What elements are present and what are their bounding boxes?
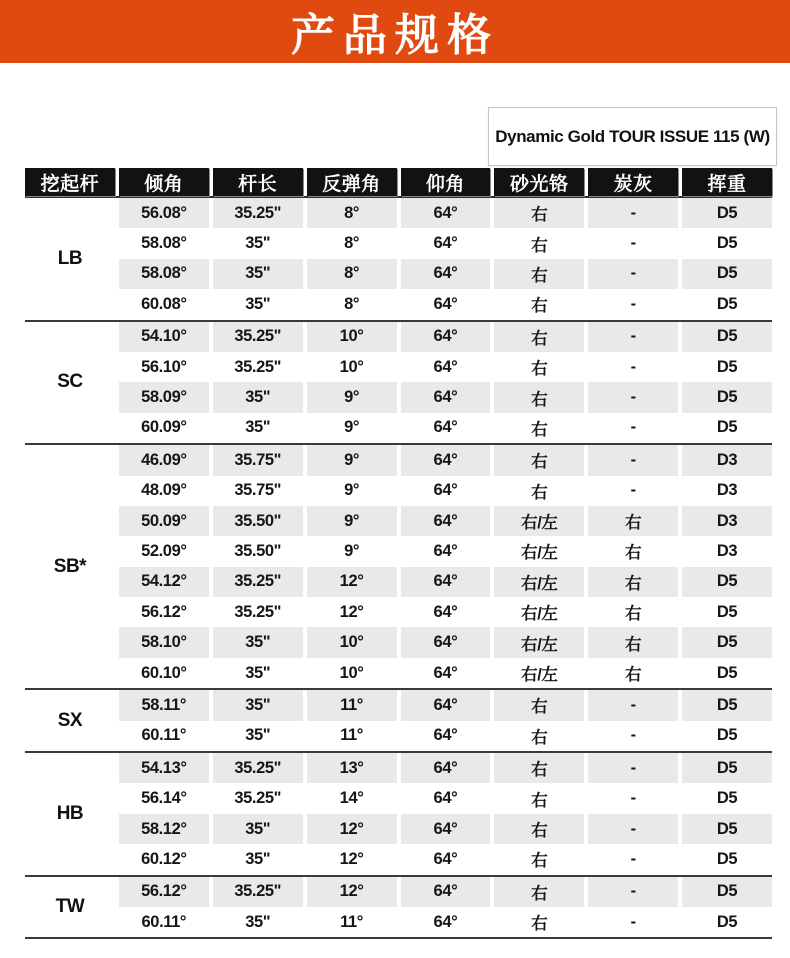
table-cell: - xyxy=(588,322,678,352)
table-cell: 右 xyxy=(494,814,584,844)
table-cell: 35.75" xyxy=(213,445,303,475)
table-cell: 46.09° xyxy=(119,445,209,475)
table-cell: D3 xyxy=(682,506,772,536)
table-cell: 9° xyxy=(307,506,397,536)
table-body xyxy=(25,196,772,939)
table-cell: 10° xyxy=(307,352,397,382)
table-cell: 35" xyxy=(213,627,303,657)
table-cell: 50.09° xyxy=(119,506,209,536)
table-cell: 64° xyxy=(401,322,491,352)
table-cell: 12° xyxy=(307,567,397,597)
table-cell: 右/左 xyxy=(494,536,584,566)
column-header-charcoal: 炭灰 xyxy=(588,168,678,196)
table-cell: 35" xyxy=(213,907,303,937)
table-cell: 右 xyxy=(494,445,584,475)
table-cell: 64° xyxy=(401,721,491,751)
column-header-swingweight: 挥重 xyxy=(682,168,772,196)
table-cell: 10° xyxy=(307,322,397,352)
table-cell: 35.25" xyxy=(213,198,303,228)
table-cell: 8° xyxy=(307,198,397,228)
table-cell: D5 xyxy=(682,382,772,412)
title-banner xyxy=(0,0,790,63)
table-cell: 右/左 xyxy=(494,567,584,597)
wedge-group xyxy=(25,877,772,940)
table-cell: - xyxy=(588,413,678,443)
group-label: SB* xyxy=(25,445,115,688)
table-cell: D5 xyxy=(682,259,772,289)
table-cell: 60.11° xyxy=(119,721,209,751)
table-header-row xyxy=(25,168,772,196)
table-cell: 56.08° xyxy=(119,198,209,228)
table-cell: 48.09° xyxy=(119,476,209,506)
table-cell: 64° xyxy=(401,259,491,289)
table-cell: 14° xyxy=(307,783,397,813)
table-cell: 56.12° xyxy=(119,597,209,627)
table-cell: 12° xyxy=(307,814,397,844)
table-cell: D5 xyxy=(682,658,772,688)
table-cell: 64° xyxy=(401,844,491,874)
table-cell: 64° xyxy=(401,476,491,506)
table-cell: 60.11° xyxy=(119,907,209,937)
table-cell: 64° xyxy=(401,228,491,258)
spec-table xyxy=(25,168,772,939)
table-cell: 35.50" xyxy=(213,536,303,566)
table-cell: 64° xyxy=(401,289,491,319)
table-cell: 右/左 xyxy=(494,506,584,536)
table-cell: 64° xyxy=(401,597,491,627)
table-cell: 右 xyxy=(494,783,584,813)
table-cell: 右/左 xyxy=(494,627,584,657)
table-cell: 35.25" xyxy=(213,322,303,352)
group-label: SC xyxy=(25,322,115,444)
table-cell: - xyxy=(588,228,678,258)
table-cell: 35.25" xyxy=(213,753,303,783)
table-cell: 右 xyxy=(494,198,584,228)
wedge-group xyxy=(25,690,772,753)
wedge-group xyxy=(25,753,772,877)
table-cell: 右/左 xyxy=(494,658,584,688)
table-cell: 60.08° xyxy=(119,289,209,319)
table-cell: - xyxy=(588,783,678,813)
table-cell: - xyxy=(588,289,678,319)
table-cell: 12° xyxy=(307,597,397,627)
table-cell: 64° xyxy=(401,658,491,688)
table-cell: - xyxy=(588,844,678,874)
table-cell: 60.09° xyxy=(119,413,209,443)
table-cell: 35" xyxy=(213,721,303,751)
table-cell: 58.08° xyxy=(119,259,209,289)
table-cell: 64° xyxy=(401,877,491,907)
table-cell: 64° xyxy=(401,627,491,657)
table-cell: - xyxy=(588,476,678,506)
table-cell: 60.12° xyxy=(119,844,209,874)
table-cell: D5 xyxy=(682,690,772,720)
table-cell: 12° xyxy=(307,844,397,874)
table-cell: 60.10° xyxy=(119,658,209,688)
table-cell: 58.12° xyxy=(119,814,209,844)
table-cell: 64° xyxy=(401,382,491,412)
wedge-group xyxy=(25,322,772,446)
table-cell: 64° xyxy=(401,198,491,228)
table-cell: 右 xyxy=(494,877,584,907)
table-cell: D5 xyxy=(682,413,772,443)
table-cell: 35.50" xyxy=(213,506,303,536)
table-cell: 9° xyxy=(307,382,397,412)
table-cell: 右 xyxy=(588,597,678,627)
table-cell: 64° xyxy=(401,783,491,813)
table-cell: 64° xyxy=(401,753,491,783)
group-label: SX xyxy=(25,690,115,751)
group-label: LB xyxy=(25,198,115,320)
table-cell: 右 xyxy=(494,753,584,783)
table-cell: 35.25" xyxy=(213,783,303,813)
table-cell: 右 xyxy=(494,322,584,352)
table-cell: 58.08° xyxy=(119,228,209,258)
table-cell: 11° xyxy=(307,907,397,937)
table-cell: 35.25" xyxy=(213,567,303,597)
table-cell: D5 xyxy=(682,814,772,844)
table-cell: 54.10° xyxy=(119,322,209,352)
table-cell: 35.25" xyxy=(213,352,303,382)
table-cell: - xyxy=(588,753,678,783)
table-cell: 9° xyxy=(307,476,397,506)
table-cell: D3 xyxy=(682,445,772,475)
table-cell: D5 xyxy=(682,322,772,352)
table-cell: 35" xyxy=(213,844,303,874)
table-cell: 右 xyxy=(588,506,678,536)
table-cell: 右 xyxy=(494,844,584,874)
table-cell: 64° xyxy=(401,506,491,536)
table-cell: 右 xyxy=(494,721,584,751)
table-cell: 右 xyxy=(494,413,584,443)
table-cell: 8° xyxy=(307,259,397,289)
table-cell: 35.25" xyxy=(213,597,303,627)
table-cell: 8° xyxy=(307,289,397,319)
table-cell: D5 xyxy=(682,844,772,874)
table-cell: 64° xyxy=(401,567,491,597)
table-cell: 右/左 xyxy=(494,597,584,627)
table-cell: D5 xyxy=(682,877,772,907)
table-cell: 9° xyxy=(307,445,397,475)
table-cell: 右 xyxy=(588,627,678,657)
shaft-model-label: Dynamic Gold TOUR ISSUE 115 (W) xyxy=(495,126,770,146)
table-cell: 10° xyxy=(307,658,397,688)
table-cell: 54.12° xyxy=(119,567,209,597)
table-cell: D5 xyxy=(682,783,772,813)
table-cell: - xyxy=(588,690,678,720)
table-cell: D5 xyxy=(682,567,772,597)
table-cell: 35.25" xyxy=(213,877,303,907)
table-cell: 52.09° xyxy=(119,536,209,566)
column-header-length: 杆长 xyxy=(213,168,303,196)
table-cell: 64° xyxy=(401,413,491,443)
table-cell: 35" xyxy=(213,289,303,319)
table-cell: 35" xyxy=(213,382,303,412)
table-cell: 右 xyxy=(588,658,678,688)
table-cell: D5 xyxy=(682,907,772,937)
table-cell: 35" xyxy=(213,658,303,688)
table-cell: D5 xyxy=(682,352,772,382)
table-cell: 56.14° xyxy=(119,783,209,813)
column-header-wedge: 挖起杆 xyxy=(25,168,115,196)
table-cell: 右 xyxy=(494,690,584,720)
table-cell: 11° xyxy=(307,690,397,720)
table-cell: D5 xyxy=(682,597,772,627)
table-cell: D3 xyxy=(682,476,772,506)
table-cell: D5 xyxy=(682,721,772,751)
table-cell: 13° xyxy=(307,753,397,783)
table-cell: 35.75" xyxy=(213,476,303,506)
table-cell: - xyxy=(588,382,678,412)
table-cell: - xyxy=(588,721,678,751)
table-cell: 64° xyxy=(401,814,491,844)
table-cell: - xyxy=(588,814,678,844)
table-cell: 12° xyxy=(307,877,397,907)
page-title: 产品规格 xyxy=(291,10,499,60)
table-cell: 56.12° xyxy=(119,877,209,907)
table-cell: 58.09° xyxy=(119,382,209,412)
table-cell: 35" xyxy=(213,814,303,844)
table-cell: 54.13° xyxy=(119,753,209,783)
table-cell: 64° xyxy=(401,352,491,382)
column-header-loft: 倾角 xyxy=(119,168,209,196)
column-header-bounce: 反弹角 xyxy=(307,168,397,196)
table-cell: 右 xyxy=(588,567,678,597)
table-cell: 9° xyxy=(307,536,397,566)
table-cell: 右 xyxy=(494,907,584,937)
table-cell: 58.10° xyxy=(119,627,209,657)
table-cell: 64° xyxy=(401,445,491,475)
table-cell: 35" xyxy=(213,413,303,443)
shaft-model-box xyxy=(488,107,777,166)
column-header-lie: 仰角 xyxy=(401,168,491,196)
table-cell: - xyxy=(588,907,678,937)
table-cell: 11° xyxy=(307,721,397,751)
table-cell: 右 xyxy=(494,476,584,506)
wedge-group xyxy=(25,445,772,690)
table-cell: 右 xyxy=(494,382,584,412)
group-label: HB xyxy=(25,753,115,875)
table-cell: D5 xyxy=(682,289,772,319)
table-cell: 58.11° xyxy=(119,690,209,720)
wedge-group xyxy=(25,198,772,322)
table-cell: 右 xyxy=(588,536,678,566)
table-cell: D3 xyxy=(682,536,772,566)
table-cell: 右 xyxy=(494,352,584,382)
table-cell: D5 xyxy=(682,753,772,783)
group-label: TW xyxy=(25,877,115,938)
table-cell: 35" xyxy=(213,228,303,258)
table-cell: 56.10° xyxy=(119,352,209,382)
table-cell: 35" xyxy=(213,690,303,720)
table-cell: - xyxy=(588,352,678,382)
table-cell: 64° xyxy=(401,690,491,720)
table-cell: 35" xyxy=(213,259,303,289)
table-cell: 8° xyxy=(307,228,397,258)
column-header-sand-chrome: 砂光铬 xyxy=(494,168,584,196)
table-cell: D5 xyxy=(682,627,772,657)
table-cell: 64° xyxy=(401,907,491,937)
table-cell: 右 xyxy=(494,259,584,289)
table-cell: 10° xyxy=(307,627,397,657)
table-cell: - xyxy=(588,198,678,228)
table-cell: 64° xyxy=(401,536,491,566)
table-cell: 右 xyxy=(494,289,584,319)
table-cell: D5 xyxy=(682,198,772,228)
table-cell: 9° xyxy=(307,413,397,443)
table-cell: - xyxy=(588,259,678,289)
table-cell: - xyxy=(588,445,678,475)
table-cell: - xyxy=(588,877,678,907)
table-cell: 右 xyxy=(494,228,584,258)
table-cell: D5 xyxy=(682,228,772,258)
